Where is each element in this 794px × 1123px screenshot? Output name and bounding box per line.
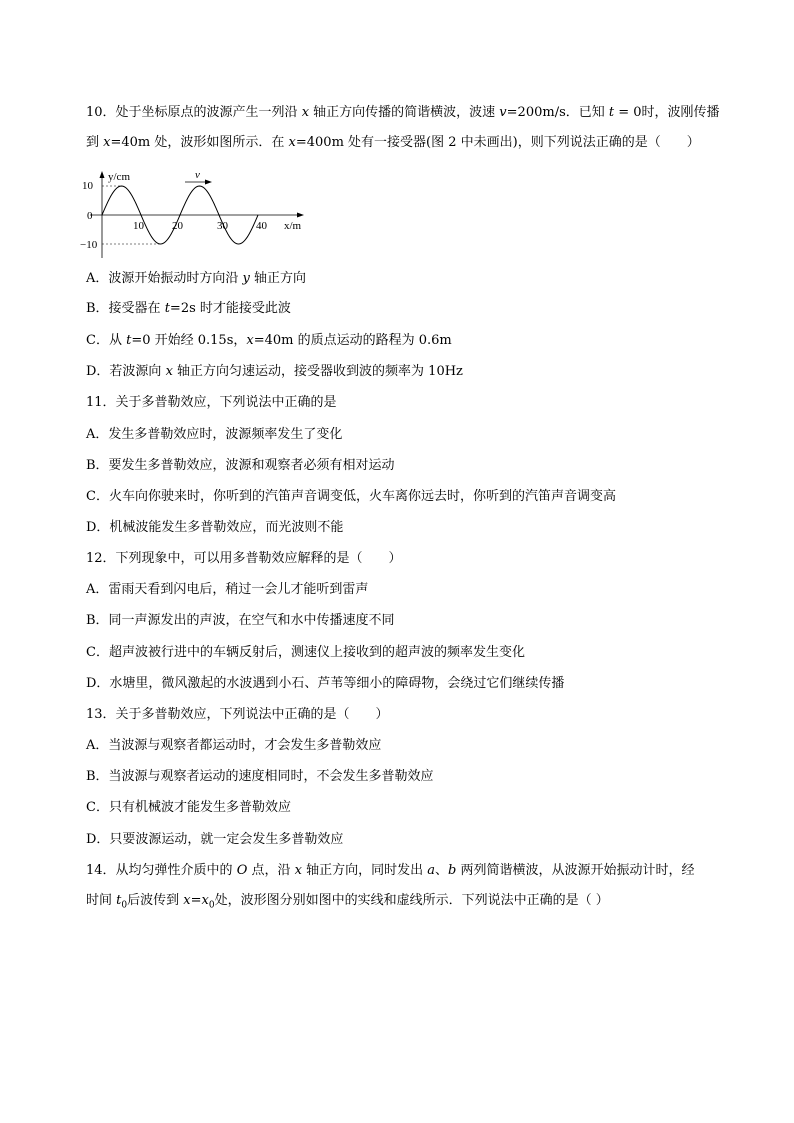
question-10-option-b: B．接受器在 t=2s 时才能接受此波 xyxy=(86,301,291,316)
math-variable: b xyxy=(448,863,457,878)
question-number: 12． xyxy=(86,551,116,566)
math-variable: a xyxy=(427,863,435,878)
x-tick-40: 40 xyxy=(256,220,267,232)
y-tick-0: 0 xyxy=(87,210,93,222)
x-axis-arrow xyxy=(297,213,304,218)
question-11-stem: 11．关于多普勒效应，下列说法中正确的是 xyxy=(86,395,337,410)
math-variable: t xyxy=(126,333,132,348)
math-variable: t xyxy=(608,105,615,120)
question-12-option-c: C．超声波被行进中的车辆反射后，测速仪上接收到的超声波的频率发生变化 xyxy=(86,645,525,660)
y-tick-10: 10 xyxy=(82,180,93,192)
math-variable: x xyxy=(183,893,191,908)
math-variable: O xyxy=(236,863,248,878)
question-number: 13． xyxy=(86,707,116,722)
math-variable: x xyxy=(246,333,254,348)
x-tick-20: 20 xyxy=(172,220,183,232)
math-variable: t xyxy=(116,893,122,908)
question-10-line-2: 到 x=40m 处，波形如图所示．在 x=400m 处有一接受器(图 2 中未画出)，则下列说法正确的是（ ） xyxy=(86,135,700,150)
question-13-option-d: D．只要波源运动，就一定会发生多普勒效应 xyxy=(86,832,344,847)
question-11-option-a: A．发生多普勒效应时，波源频率发生了变化 xyxy=(86,427,343,442)
question-number: 14． xyxy=(86,863,116,878)
velocity-label: v xyxy=(195,169,200,181)
question-14-line-1: 14．从均匀弹性介质中的 O 点，沿 x 轴正方向，同时发出 a、b 两列简谐横波，从波源开始振动计时，经 xyxy=(86,863,695,878)
question-12-stem: 12．下列现象中，可以用多普勒效应解释的是（ ） xyxy=(86,551,402,566)
x-axis-label: x/m xyxy=(284,220,302,232)
math-variable: x xyxy=(103,135,111,150)
question-10-line-1: 10．处于坐标原点的波源产生一列沿 x 轴正方向传播的简谐横波，波速 v=200m/s．已知 t = 0时，波刚传播 xyxy=(86,105,720,120)
question-11-option-c: C．火车向你驶来时，你听到的汽笛声音调变低，火车离你远去时，你听到的汽笛声音调变高 xyxy=(86,489,616,504)
math-variable: v xyxy=(499,105,507,120)
question-number: 11． xyxy=(86,395,116,410)
y-axis-arrow xyxy=(100,171,105,178)
math-variable: x xyxy=(294,863,302,878)
question-13-stem: 13．关于多普勒效应，下列说法中正确的是（ ） xyxy=(86,707,389,722)
question-10-option-d: D．若波源向 x 轴正方向匀速运动，接受器收到波的频率为 10Hz xyxy=(86,364,463,379)
math-variable: x xyxy=(201,893,209,908)
y-tick-neg10: −10 xyxy=(80,239,98,251)
question-10-option-c: C．从 t=0 开始经 0.15s，x=40m 的质点运动的路程为 0.6m xyxy=(86,333,452,348)
math-variable: t xyxy=(164,301,170,316)
subscript: 0 xyxy=(121,900,128,911)
question-13-option-b: B．当波源与观察者运动的速度相同时，不会发生多普勒效应 xyxy=(86,769,434,784)
velocity-arrowhead xyxy=(205,180,212,185)
math-variable: y xyxy=(242,271,250,286)
question-10-option-a: A．波源开始振动时方向沿 y 轴正方向 xyxy=(86,271,307,286)
math-variable: x xyxy=(301,105,310,120)
question-number: 10． xyxy=(86,105,116,120)
question-12-option-a: A．雷雨天看到闪电后，稍过一会儿才能听到雷声 xyxy=(86,582,369,597)
question-14-line-2: 时间 $t_0$后波传到 $x=x_0$处，波形图分别如图中的实线和虚线所示．下列说法中正确的是（ ） xyxy=(86,893,609,911)
y-axis-label: y/cm xyxy=(108,171,130,183)
subscript: 0 xyxy=(208,900,215,911)
x-tick-10: 10 xyxy=(133,220,144,232)
question-13-option-c: C．只有机械波才能发生多普勒效应 xyxy=(86,800,291,815)
question-12-option-d: D．水塘里，微风激起的水波遇到小石、芦苇等细小的障碍物，会绕过它们继续传播 xyxy=(86,676,565,691)
question-13-option-a: A．当波源与观察者都运动时，才会发生多普勒效应 xyxy=(86,738,382,753)
math-variable: x xyxy=(288,135,296,150)
math-variable: x xyxy=(165,364,173,379)
x-tick-30: 30 xyxy=(217,220,228,232)
question-11-option-b: B．要发生多普勒效应，波源和观察者必须有相对运动 xyxy=(86,458,395,473)
question-11-option-d: D．机械波能发生多普勒效应，而光波则不能 xyxy=(86,520,344,535)
wave-figure xyxy=(82,168,312,262)
question-12-option-b: B．同一声源发出的声波，在空气和水中传播速度不同 xyxy=(86,613,395,628)
